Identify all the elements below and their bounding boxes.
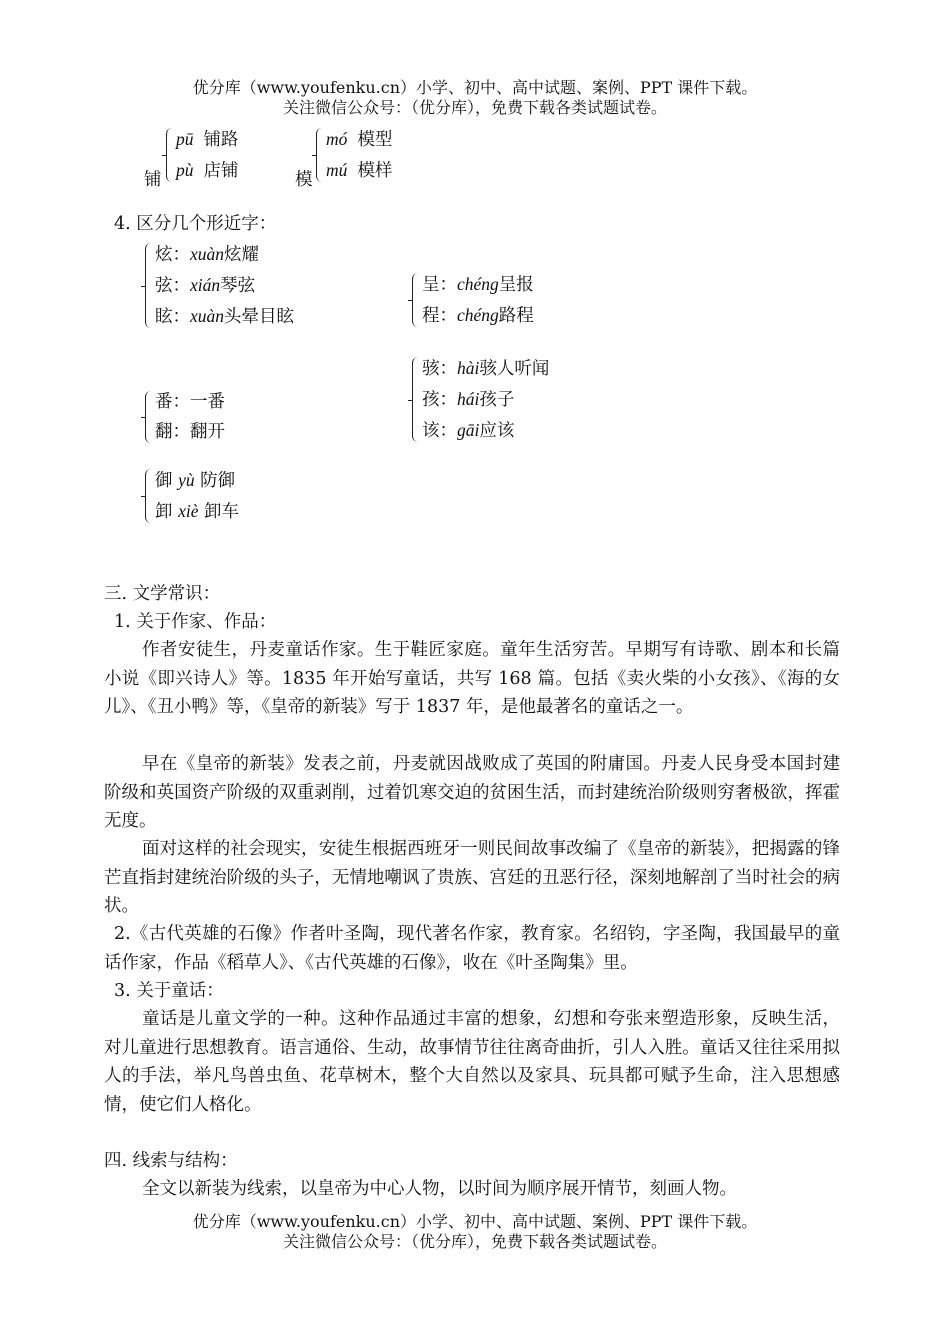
similar-char-item: 程：chéng路程 (422, 305, 534, 326)
page-footer-line1: 优分库（www.youfenku.cn）小学、初中、高中试题、案例、PPT 课件下载。 (192, 1212, 758, 1231)
paragraph: 全文以新装为线索，以皇帝为中心人物，以时间为顺序展开情节，刻画人物。 (142, 1179, 737, 1199)
paragraph: 早在《皇帝的新装》发表之前，丹麦就因战败成了英国的附庸国。丹麦人民身受本国封建阶级和英国资产阶级的双重剥削，过着饥寒交迫的贫困生活，而封建统治阶级则穷奢极欲，挥霍无度。 (104, 754, 840, 831)
similar-char-item: 骇：hài骇人听闻 (422, 358, 550, 379)
paragraph: 面对这样的社会现实，安徒生根据西班牙一则民间故事改编了《皇帝的新装》，把揭露的锋芒直指封建统治阶级的头子，无情地嘲讽了贵族、宫廷的丑恶行径，深刻地解剖了当时社会的病状。 (104, 839, 840, 916)
page-footer-line2: 关注微信公众号：（优分库），免费下载各类试题试卷。 (282, 1232, 667, 1251)
polyphone-group (316, 124, 392, 186)
similar-char-group (145, 387, 225, 447)
polyphone-group (166, 124, 239, 186)
similar-char-item: 呈：chéng呈报 (422, 274, 534, 295)
brace-icon (316, 128, 323, 182)
section-heading: 4. 区分几个形近字： (114, 214, 277, 234)
brace-icon (145, 243, 152, 328)
polyphone-char: 铺 (144, 170, 162, 190)
similar-char-item: 卸 xiè 卸车 (155, 501, 240, 522)
similar-char-item: 炫：xuàn炫耀 (155, 244, 260, 265)
similar-char-item: 孩：hái孩子 (422, 389, 515, 410)
similar-char-group (412, 353, 549, 446)
similar-char-item: 眩：xuàn头晕目眩 (155, 306, 295, 327)
polyphone-item: mó 模型 (326, 129, 393, 150)
similar-char-group (145, 465, 239, 527)
section-heading: 三. 文学常识： (104, 584, 221, 604)
polyphone-item: pù 店铺 (176, 160, 239, 181)
brace-icon (412, 273, 419, 327)
similar-char-item: 弦：xián琴弦 (155, 275, 256, 296)
section-heading: 四. 线索与结构： (104, 1151, 238, 1171)
paragraph: 作者安徒生，丹麦童话作家。生于鞋匠家庭。童年生活穷苦。早期写有诗歌、剧本和长篇小说《即兴诗人》等。1835 年开始写童话，共写 168 篇。包括《卖火柴的小女孩》、《海的女儿》、《丑小鸭》等，《皇帝的新装》写于 1837 年，是他最著名的童话之一。 (104, 640, 840, 717)
page-header-line2: 关注微信公众号：（优分库），免费下载各类试题试卷。 (282, 98, 667, 117)
similar-char-group (412, 269, 534, 331)
paragraph: 童话是儿童文学的一种。这种作品通过丰富的想象，幻想和夸张来塑造形象，反映生活，对儿童进行思想教育。语言通俗、生动，故事情节往往离奇曲折，引人入胜。童话又往往采用拟人的手法，举凡鸟兽虫鱼、花草树木，整个大自然以及家具、玩具都可赋予生命，注入思想感情，使它们人格化。 (104, 1009, 840, 1115)
similar-char-group (145, 239, 294, 332)
similar-char-item: 番：一番 (155, 392, 225, 412)
brace-icon (145, 469, 152, 523)
polyphone-item: mú 模样 (326, 160, 393, 181)
polyphone-char: 模 (295, 170, 313, 190)
polyphone-item: pū 铺路 (176, 129, 239, 150)
page-header-line1: 优分库（www.youfenku.cn）小学、初中、高中试题、案例、PPT 课件下载。 (192, 78, 758, 97)
paragraph: 2.《古代英雄的石像》作者叶圣陶，现代著名作家，教育家。名绍钧，字圣陶，我国最早的童话作家，作品《稻草人》、《古代英雄的石像》，收在《叶圣陶集》里。 (104, 924, 840, 973)
brace-icon (166, 128, 173, 182)
similar-char-item: 该：gāi应该 (422, 420, 515, 441)
similar-char-item: 御 yù 防御 (155, 470, 236, 491)
similar-char-item: 翻：翻开 (155, 422, 225, 442)
brace-icon (145, 391, 152, 443)
sub-heading: 1. 关于作家、作品： (114, 612, 277, 632)
sub-heading: 3. 关于童话： (114, 981, 224, 1001)
brace-icon (412, 357, 419, 442)
